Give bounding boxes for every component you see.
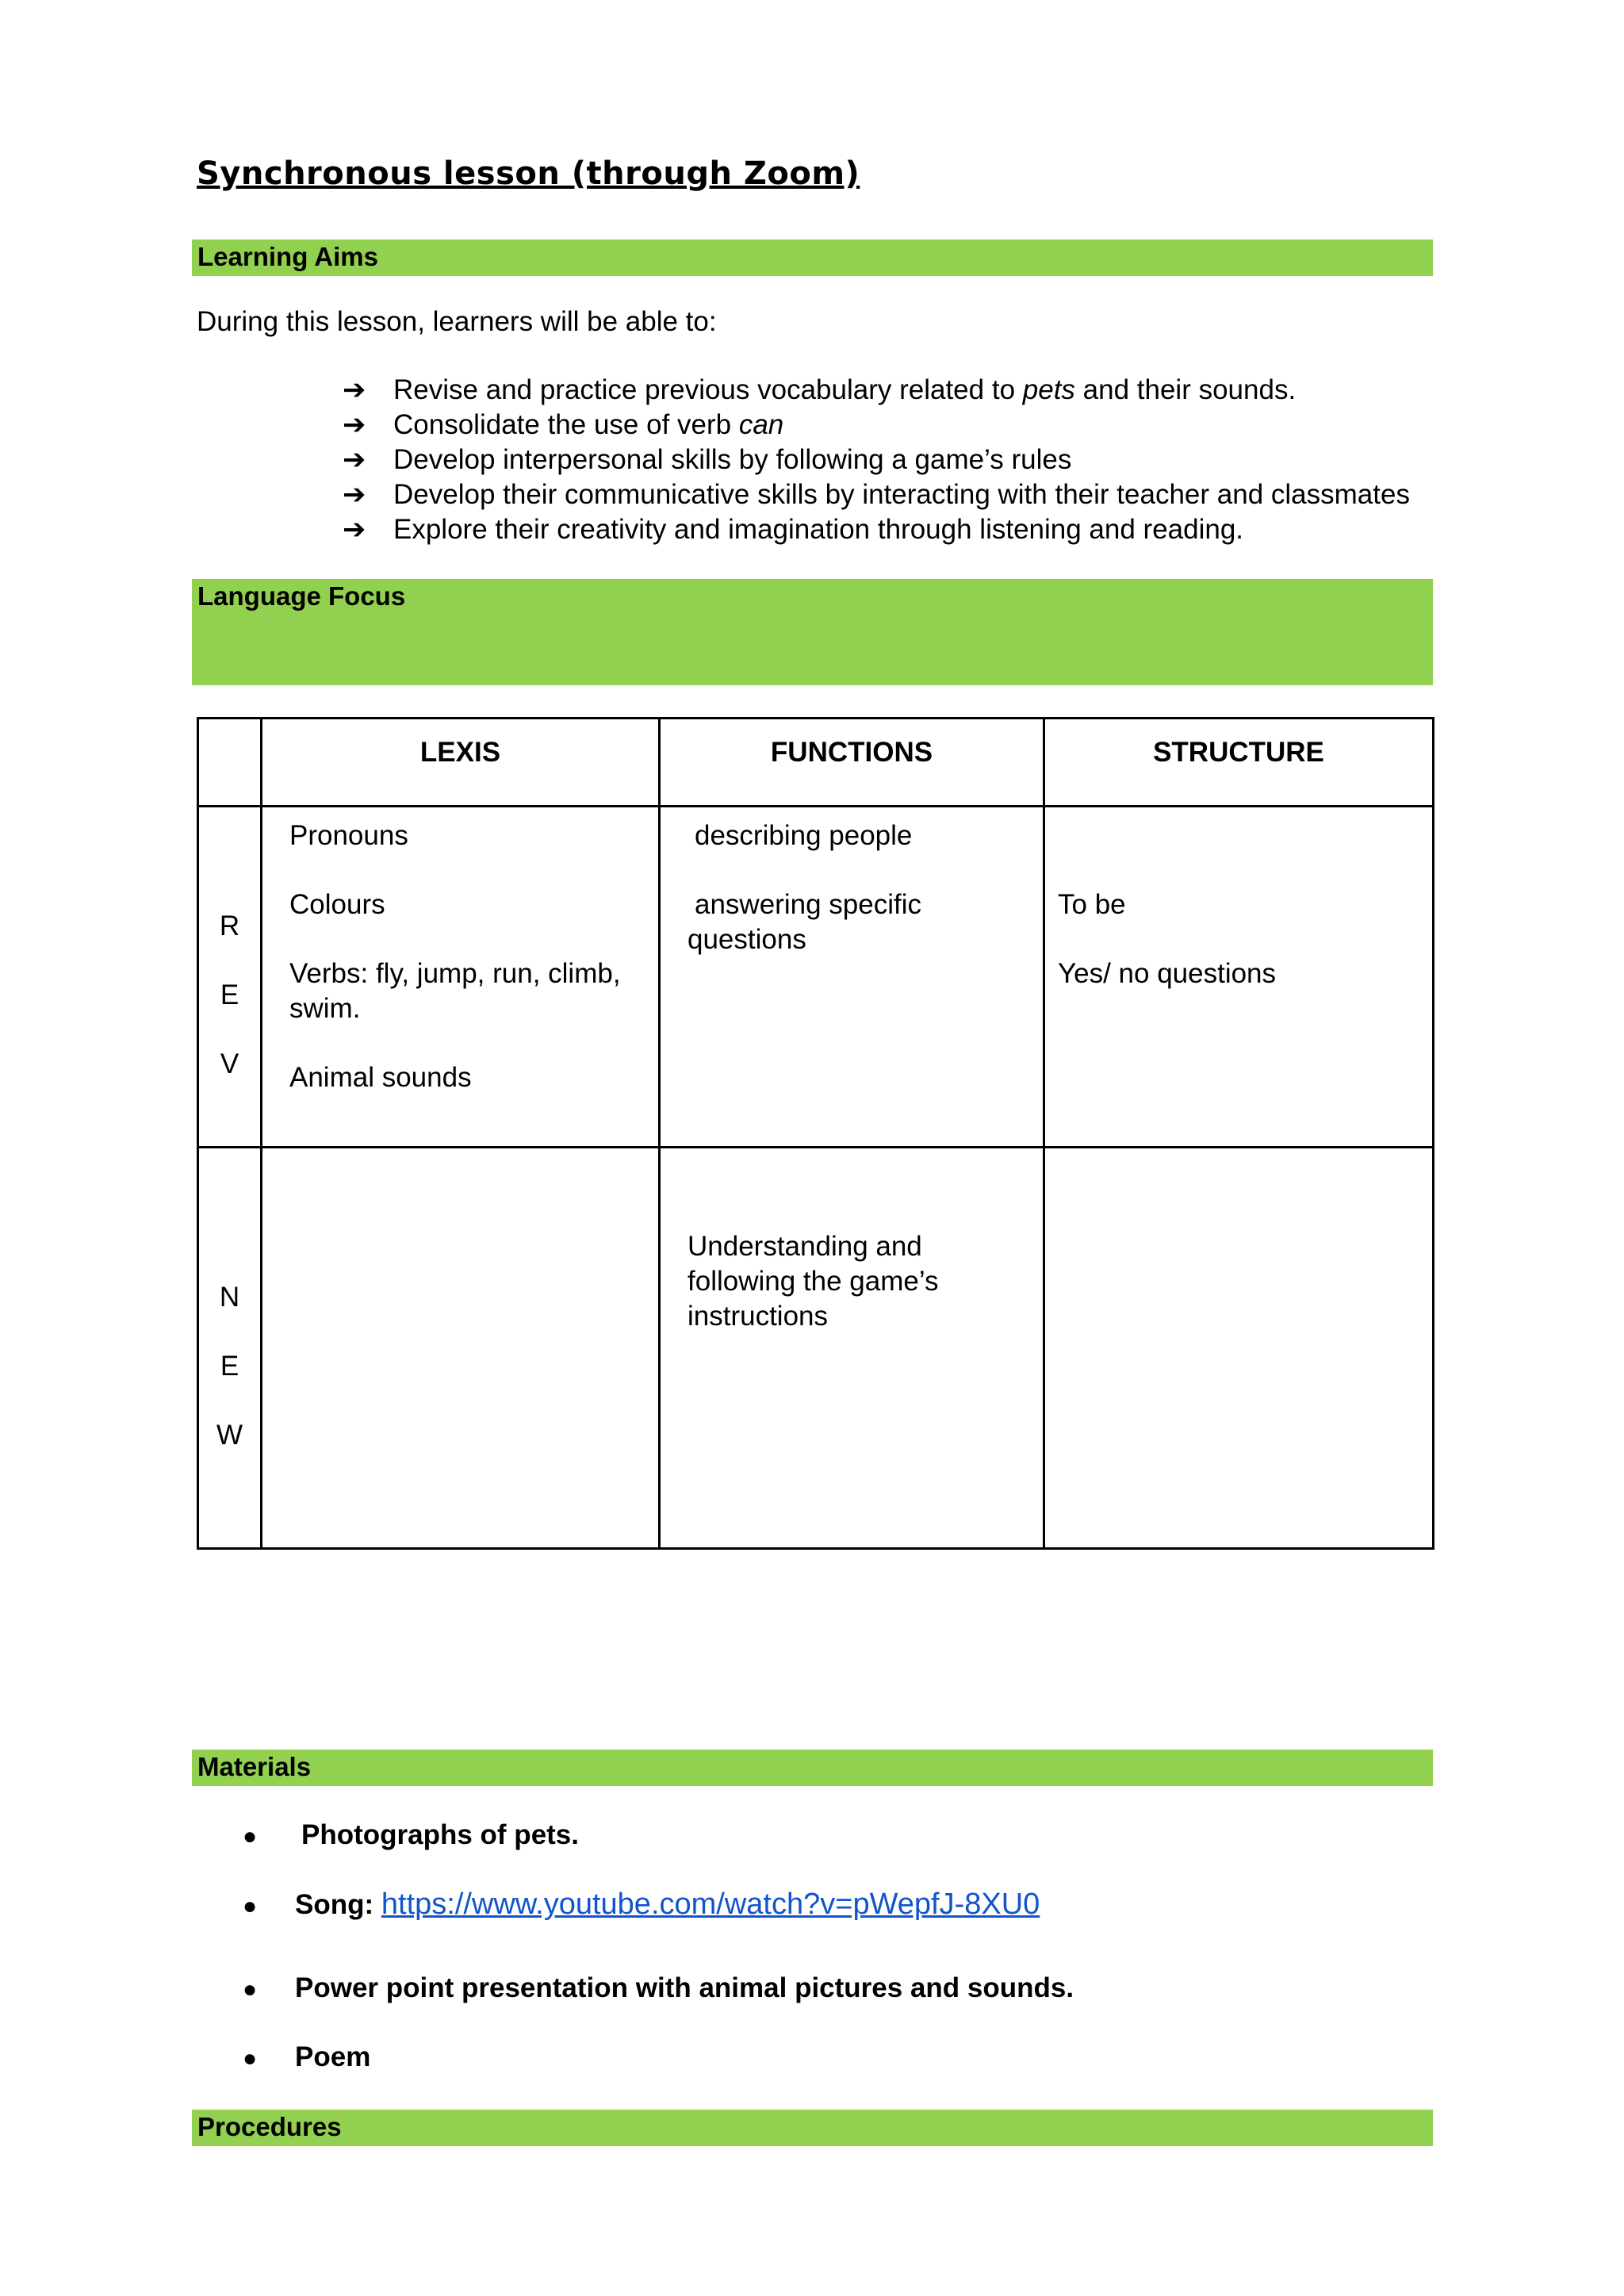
rev-structure-cell: To be Yes/ no questions — [1044, 807, 1434, 1148]
materials-heading: Materials — [192, 1750, 1433, 1786]
list-item: ➔ Explore their creativity and imagination through listening and reading. — [343, 512, 1410, 547]
arrow-icon: ➔ — [343, 479, 366, 510]
bullet-icon: ● — [243, 1893, 258, 1919]
bullet-icon: ● — [243, 2045, 258, 2072]
new-functions-cell: Understanding and following the game’s instructions — [660, 1148, 1044, 1549]
list-item: ● Power point presentation with animal pictures and sounds. — [243, 1972, 1074, 2003]
table-row — [198, 807, 1434, 1148]
header-cell — [198, 719, 262, 807]
bullet-icon: ● — [243, 1976, 258, 2003]
header-cell: LEXIS — [262, 719, 660, 807]
arrow-icon: ➔ — [343, 514, 366, 545]
rev-functions-cell: describing people answering specific questions — [660, 807, 1044, 1148]
list-item: ● Poem — [243, 2041, 371, 2072]
aims-intro: During this lesson, learners will be able to: — [197, 306, 717, 337]
row-label-new: N E W — [198, 1148, 262, 1549]
language-focus-table — [197, 717, 1434, 1550]
new-lexis-cell — [262, 1148, 660, 1549]
bullet-icon: ● — [243, 1823, 258, 1849]
header-cell: FUNCTIONS — [660, 719, 1044, 807]
list-item: ➔ Develop their communicative skills by interacting with their teacher and classmates — [343, 477, 1410, 512]
list-item: ➔ Consolidate the use of verb can — [343, 408, 1410, 443]
rev-lexis-cell: Pronouns Colours Verbs: fly, jump, run, climb, swim. Animal sounds — [262, 807, 660, 1148]
page-title: Synchronous lesson (through Zoom) — [197, 155, 860, 192]
aims-list — [343, 373, 1410, 547]
header-cell: STRUCTURE — [1044, 719, 1434, 807]
table-row — [198, 1148, 1434, 1549]
list-item: ➔ Develop interpersonal skills by following a game’s rules — [343, 443, 1410, 477]
table-header-row — [198, 719, 1434, 807]
new-structure-cell — [1044, 1148, 1434, 1549]
row-label-rev: R E V — [198, 807, 262, 1148]
list-item: ➔ Revise and practice previous vocabulary related to pets and their sounds. — [343, 373, 1410, 408]
list-item: ● Song: https://www.youtube.com/watch?v=pWepfJ-8XU0 — [243, 1888, 1040, 1921]
arrow-icon: ➔ — [343, 444, 366, 475]
arrow-icon: ➔ — [343, 409, 366, 440]
language-focus-heading: Language Focus — [192, 579, 1433, 685]
list-item: ● Photographs of pets. — [243, 1819, 579, 1850]
song-link[interactable]: https://www.youtube.com/watch?v=pWepfJ-8XU0 — [381, 1888, 1040, 1921]
arrow-icon: ➔ — [343, 374, 366, 405]
learning-aims-heading: Learning Aims — [192, 240, 1433, 276]
procedures-heading: Procedures — [192, 2110, 1433, 2146]
